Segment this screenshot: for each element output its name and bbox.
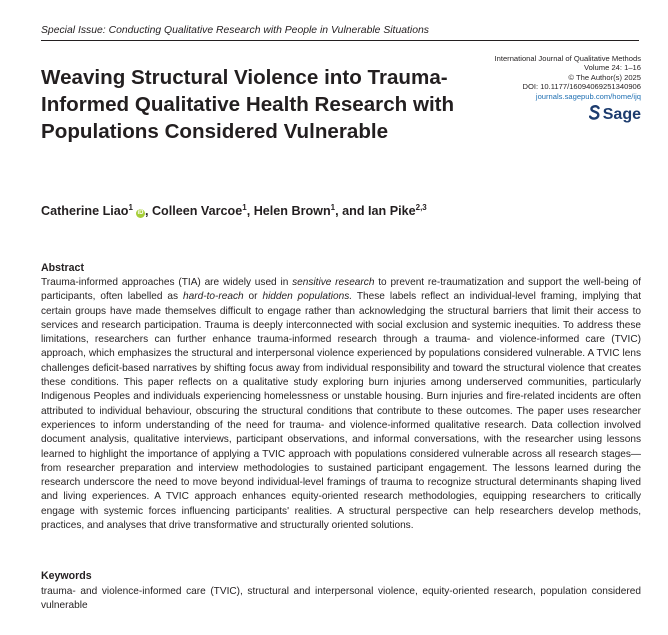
- publisher-name: Sage: [602, 105, 641, 123]
- publisher-logo: [589, 104, 641, 125]
- sage-s-icon: [589, 104, 600, 125]
- keywords-body: trauma- and violence-informed care (TVIC), structural and interpersonal violence, equity-oriented research, population considered vulnerable: [41, 586, 641, 612]
- abstract-italic-term: hidden populations.: [262, 291, 353, 303]
- special-issue-banner: Special Issue: Conducting Qualitative Research with People in Vulnerable Situations: [41, 25, 429, 36]
- header-rule: [41, 40, 639, 41]
- author-name: Colleen Varcoe: [151, 204, 243, 219]
- journal-link[interactable]: journals.sagepub.com/home/ijq: [535, 91, 641, 101]
- author-list: [41, 203, 427, 218]
- doi: DOI: 10.1177/16094069251340906: [522, 82, 641, 92]
- abstract-body: [41, 276, 641, 533]
- article-title: Weaving Structural Violence into Trauma-Informed Qualitative Health Research with Populations Considered Vulnerable: [41, 66, 455, 143]
- author-separator: ,: [246, 204, 254, 219]
- abstract-heading: Abstract: [41, 262, 84, 274]
- abstract-text: or: [243, 291, 263, 303]
- orcid-icon[interactable]: iD: [137, 210, 144, 217]
- abstract-text: to prevent re-traumatization and support the well-being of participants, often labelled as: [41, 277, 641, 303]
- author-affiliation: 1: [242, 203, 247, 212]
- author-separator: , and: [335, 204, 369, 219]
- abstract-text: These labels reflect an individual-level framing, implying that certain groups have made themselves difficult to engage rather than acknowledging the structural barriers that limit their access to services and research participation. Trauma is deeply interconnected with social exclusion and systemic inequities. To address these limitations, researchers can further enhance trauma-informed research through a trauma- and violence-informed care (TVIC) approach, which emphasizes the structural and interpersonal violence experienced by populations considered vulnerable. A TVIC lens challenges deficit-based narratives by shifting focus away from individual responsibility and toward the structural violence that creates these conditions. This paper reflects on a qualitative study exploring burn injuries among underserved communities, particularly Indigenous Peoples and individuals experiencing homelessness or unstable housing. Burn injuries and fire-related incidents are often attributed to individual behaviour, obscuring the structural conditions that contribute to these outcomes. The paper uses researcher experiences to inform understanding of the need for trauma- and violence-informed qualitative research. Data collection involved document analysis, qualitative interviews, participant observations, and informal conversations, with the researcher using lessons learned to highlight the importance of applying a TVIC approach with populations considered vulnerable across all research stages—from researcher preparation and interview methodologies to sustained participant engagement. The lessons learned during the research underscore the need to move beyond individual-level framings of trauma to recognize structural determinants shaping lived and living experiences. A TVIC approach enhances equity-oriented research methodologies, equipping researchers to critically engage with systemic forces influencing participants' realities. A structural perspective can help researchers develop methods, practices, and analyses that drive transformative and structurally oriented solutions.: [41, 291, 641, 532]
- abstract-italic-term: sensitive research: [292, 277, 375, 288]
- abstract-text: Trauma-informed approaches (TIA) are widely used in: [41, 277, 293, 288]
- keywords-heading: Keywords: [41, 570, 92, 582]
- journal-meta: [495, 54, 641, 101]
- copyright: © The Author(s) 2025: [568, 72, 641, 82]
- author-affiliation: 1: [330, 203, 336, 212]
- author-name: Catherine Liao: [41, 204, 129, 219]
- author-name: Helen Brown: [253, 204, 331, 219]
- author-affiliation: 1: [128, 203, 133, 212]
- author-separator: ,: [144, 204, 152, 219]
- author-name: Ian Pike: [368, 204, 416, 219]
- abstract-italic-term: hard-to-reach: [183, 291, 244, 303]
- journal-volume: Volume 24: 1–16: [584, 63, 641, 73]
- author-affiliation: 2,3: [415, 203, 427, 212]
- journal-name: International Journal of Qualitative Methods: [494, 54, 641, 63]
